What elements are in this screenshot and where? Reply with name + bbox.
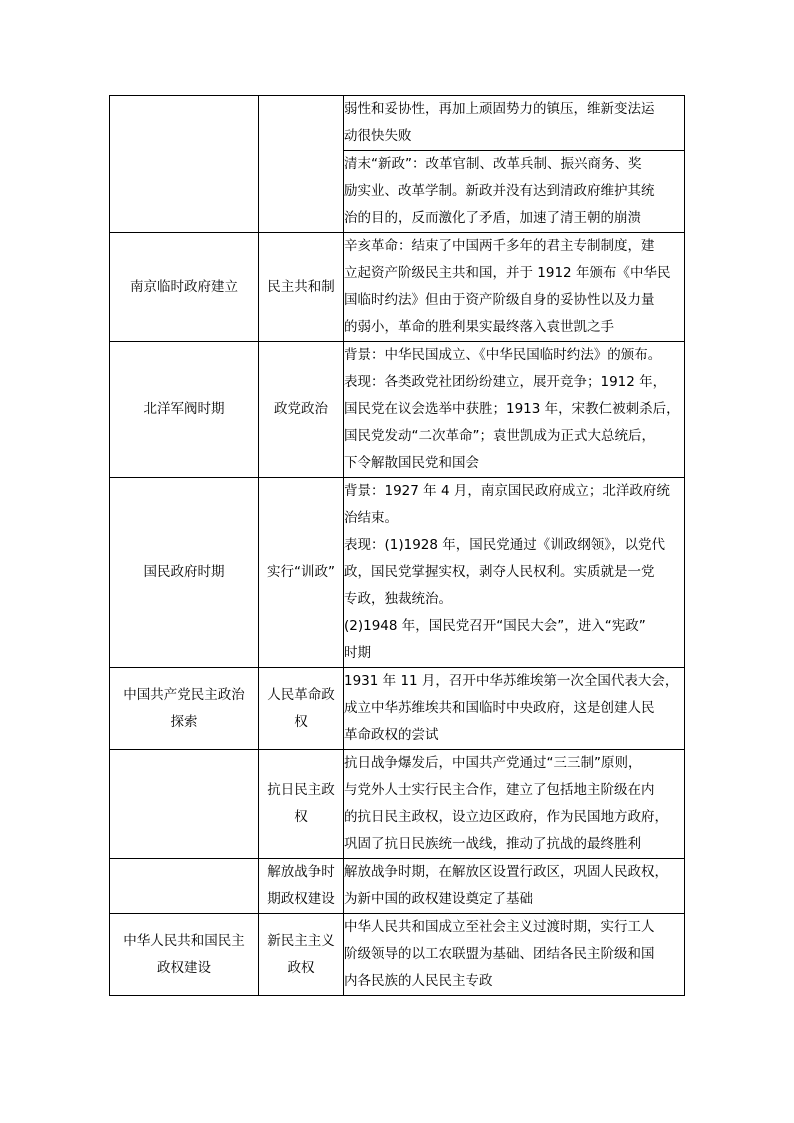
detail-line: 的弱小，革命的胜利果实最终落入袁世凯之手 — [344, 319, 614, 335]
form-cell — [259, 668, 344, 750]
detail-line: 国临时约法》但由于资产阶级自身的妥协性以及力量 — [344, 292, 655, 308]
form-cell — [259, 478, 344, 668]
form-label: 期政权建设 — [267, 891, 335, 907]
detail-line: 表现：(1)1928 年，国民党通过《训政纲领》，以党代 — [344, 537, 666, 553]
detail-line: 时期 — [344, 645, 371, 661]
table-row — [110, 478, 685, 668]
form-label: 抗日民主政 — [267, 782, 335, 798]
period-label: 探索 — [170, 713, 198, 730]
detail-line: 内各民族的人民民主专政 — [344, 973, 493, 989]
detail-line: 动很快失败 — [344, 128, 412, 144]
detail-line: 抗日战争爆发后，中国共产党通过“三三制”原则， — [344, 755, 642, 771]
form-label: 解放战争时 — [267, 864, 335, 880]
period-cell — [110, 859, 259, 914]
detail-line: 与党外人士实行民主合作，建立了包括地主阶级在内 — [344, 782, 655, 798]
form-cell — [259, 96, 344, 233]
detail-line: 的抗日民主政权，设立边区政府，作为民国地方政府， — [344, 809, 668, 825]
detail-line: 1931 年 11 月，召开中华苏维埃第一次全国代表大会， — [344, 673, 679, 689]
form-cell — [259, 233, 344, 342]
form-label: 民主共和制 — [267, 278, 335, 295]
period-label: 国民政府时期 — [143, 564, 225, 580]
table-row — [110, 914, 685, 996]
detail-line: 巩固了抗日民族统一战线，推动了抗战的最终胜利 — [344, 836, 641, 852]
form-label: 权 — [294, 809, 308, 825]
detail-line: 专政，独裁统治。 — [344, 591, 452, 607]
detail-cell — [344, 914, 685, 996]
period-cell — [110, 478, 259, 668]
detail-cell — [344, 668, 685, 750]
period-cell — [110, 342, 259, 478]
detail-line: (2)1948 年，国民党召开“国民大会”，进入“宪政” — [344, 618, 646, 634]
period-label: 中国共产党民主政治 — [123, 686, 245, 703]
detail-cell — [344, 233, 685, 342]
period-cell — [110, 96, 259, 233]
form-label: 人民革命政 — [267, 686, 335, 703]
detail-line: 国民党在议会选举中获胜；1913 年，宋教仁被刺杀后， — [344, 401, 680, 417]
detail-line: 中华人民共和国成立至社会主义过渡时期，实行工人 — [344, 919, 655, 935]
detail-line: 革命政权的尝试 — [344, 727, 439, 743]
detail-line: 背景：中华民国成立、《中华民国临时约法》的颁布。 — [344, 347, 662, 363]
detail-line: 治结束。 — [344, 510, 398, 526]
detail-cell — [344, 96, 685, 151]
table-row — [110, 859, 685, 914]
table-row — [110, 342, 685, 478]
detail-cell — [344, 342, 685, 478]
form-label: 权 — [294, 713, 308, 730]
history-table — [109, 95, 685, 996]
period-cell — [110, 750, 259, 859]
period-cell — [110, 233, 259, 342]
detail-line: 清末“新政”：改革官制、改革兵制、振兴商务、奖 — [344, 156, 642, 172]
table-row — [110, 750, 685, 859]
detail-line: 阶级领导的以工农联盟为基础、团结各民主阶级和国 — [344, 946, 655, 962]
detail-cell — [344, 151, 685, 233]
form-label: 新民主主义 — [267, 932, 335, 949]
detail-line: 弱性和妥协性，再加上顽固势力的镇压，维新变法运 — [344, 101, 655, 117]
period-cell — [110, 914, 259, 996]
period-cell — [110, 668, 259, 750]
form-label: 实行“训政” — [267, 564, 335, 580]
period-label: 南京临时政府建立 — [130, 278, 238, 295]
detail-line: 励实业、改革学制。新政并没有达到清政府维护其统 — [344, 183, 655, 199]
detail-cell — [344, 478, 685, 668]
period-label: 北洋军阀时期 — [143, 401, 225, 417]
table-row — [110, 668, 685, 750]
detail-line: 治的目的，反而激化了矛盾，加速了清王朝的崩溃 — [344, 210, 641, 226]
detail-cell — [344, 859, 685, 914]
form-cell — [259, 750, 344, 859]
form-cell — [259, 859, 344, 914]
table-row — [110, 233, 685, 342]
form-cell — [259, 914, 344, 996]
form-cell — [259, 342, 344, 478]
detail-line: 背景：1927 年 4 月，南京国民政府成立；北洋政府统 — [344, 483, 670, 499]
detail-line: 为新中国的政权建设奠定了基础 — [344, 891, 533, 907]
period-label: 中华人民共和国民主 — [123, 932, 245, 949]
detail-line: 表现：各类政党社团纷纷建立，展开竞争；1912 年， — [344, 374, 667, 390]
detail-line: 辛亥革命：结束了中国两千多年的君主专制制度，建 — [344, 238, 655, 254]
detail-line: 解放战争时期，在解放区设置行政区，巩固人民政权， — [344, 864, 668, 880]
detail-line: 国民党发动“二次革命”；袁世凯成为正式大总统后， — [344, 428, 655, 444]
form-label: 政权 — [287, 959, 315, 976]
detail-cell — [344, 750, 685, 859]
table-row — [110, 96, 685, 151]
detail-line: 政，国民党掌握实权，剥夺人民权利。实质就是一党 — [344, 564, 655, 580]
detail-line: 立起资产阶级民主共和国，并于 1912 年颁布《中华民 — [344, 265, 671, 281]
form-label: 政党政治 — [274, 401, 328, 417]
period-label: 政权建设 — [157, 959, 211, 976]
detail-line: 下令解散国民党和国会 — [344, 455, 479, 471]
detail-line: 成立中华苏维埃共和国临时中央政府，这是创建人民 — [344, 700, 655, 716]
